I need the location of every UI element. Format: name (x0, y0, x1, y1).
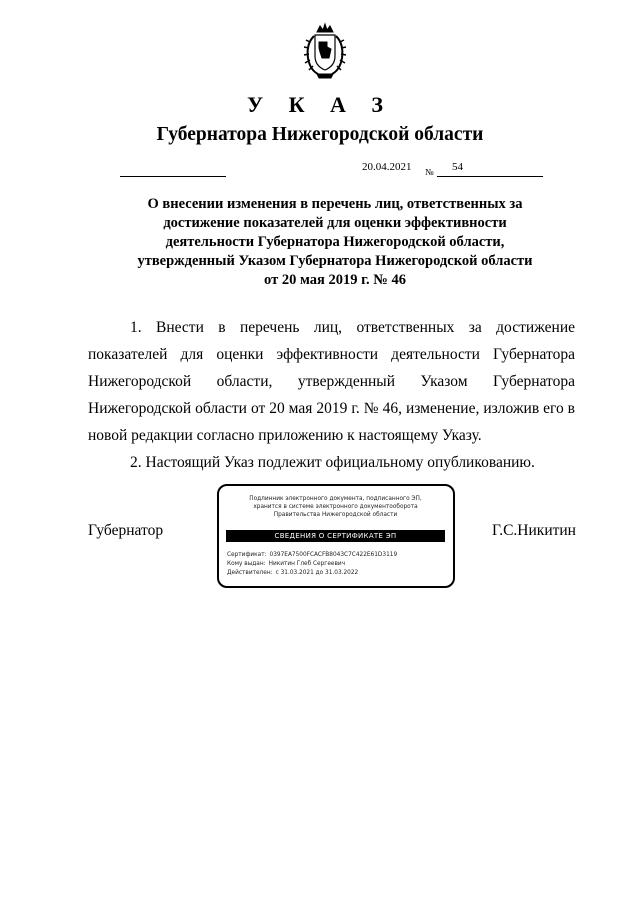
stamp-valid-row (227, 569, 397, 578)
issued-to-label: Кому выдан: (227, 561, 266, 567)
heading-line: от 20 мая 2019 г. № 46 (264, 272, 406, 288)
stamp-header-line: Правительства Нижегородской области (273, 512, 398, 518)
certificate-label: Сертификат: (227, 552, 267, 558)
page-subtitle: Губернатора Нижегородской области (156, 124, 484, 145)
stamp-certificate-row (227, 551, 397, 560)
blank-line-right (437, 176, 543, 177)
valid-value: с 31.03.2021 до 31.03.2022 (275, 570, 359, 576)
signer-position: Губернатор (88, 522, 164, 539)
coat-of-arms-icon (300, 22, 350, 80)
stamp-header (219, 495, 452, 519)
number-label: № (425, 167, 434, 177)
document-body (88, 314, 575, 476)
stamp-header-line: Подлинник электронного документа, подписанного ЭП, (249, 496, 422, 502)
document-date: 20.04.2021 (362, 161, 412, 173)
heading-line: достижение показателей для оценки эффективности (163, 215, 507, 231)
stamp-details (227, 551, 397, 578)
stamp-issued-row (227, 560, 397, 569)
blank-line-left (120, 176, 226, 177)
body-paragraph-2: 2. Настоящий Указ подлежит официальному опубликованию. (130, 454, 535, 471)
heading-line: О внесении изменения в перечень лиц, ответственных за (147, 196, 523, 212)
heading-line: утвержденный Указом Губернатора Нижегородской области (137, 253, 533, 269)
valid-label: Действителен: (227, 570, 273, 576)
stamp-title-bar: СВЕДЕНИЯ О СЕРТИФИКАТЕ ЭП (226, 530, 445, 542)
document-heading (100, 195, 570, 290)
heading-line: деятельности Губернатора Нижегородской области, (165, 234, 505, 250)
electronic-signature-stamp (217, 484, 455, 588)
signer-name: Г.С.Никитин (492, 522, 576, 539)
document-number: 54 (452, 161, 463, 173)
stamp-header-line: хранится в системе электронного документооборота (253, 504, 418, 510)
certificate-value: 0397EA7500FCACFB8043C7C422E61D3119 (269, 552, 398, 558)
date-number-line (0, 158, 640, 182)
issued-to-value: Никитин Глеб Сергеевич (268, 561, 346, 567)
page-title: У К А З (246, 92, 394, 117)
body-paragraph-1: 1. Внести в перечень лиц, ответственных за достижение показателей для оценки эффективности деятельности Губернатора Нижегородской области, утвержденный Указом Губернатора Нижегородской области от 20 мая 2019 г. № 46, изменение, изложив его в новой редакции согласно приложению к настоящему Указу. (88, 319, 575, 444)
